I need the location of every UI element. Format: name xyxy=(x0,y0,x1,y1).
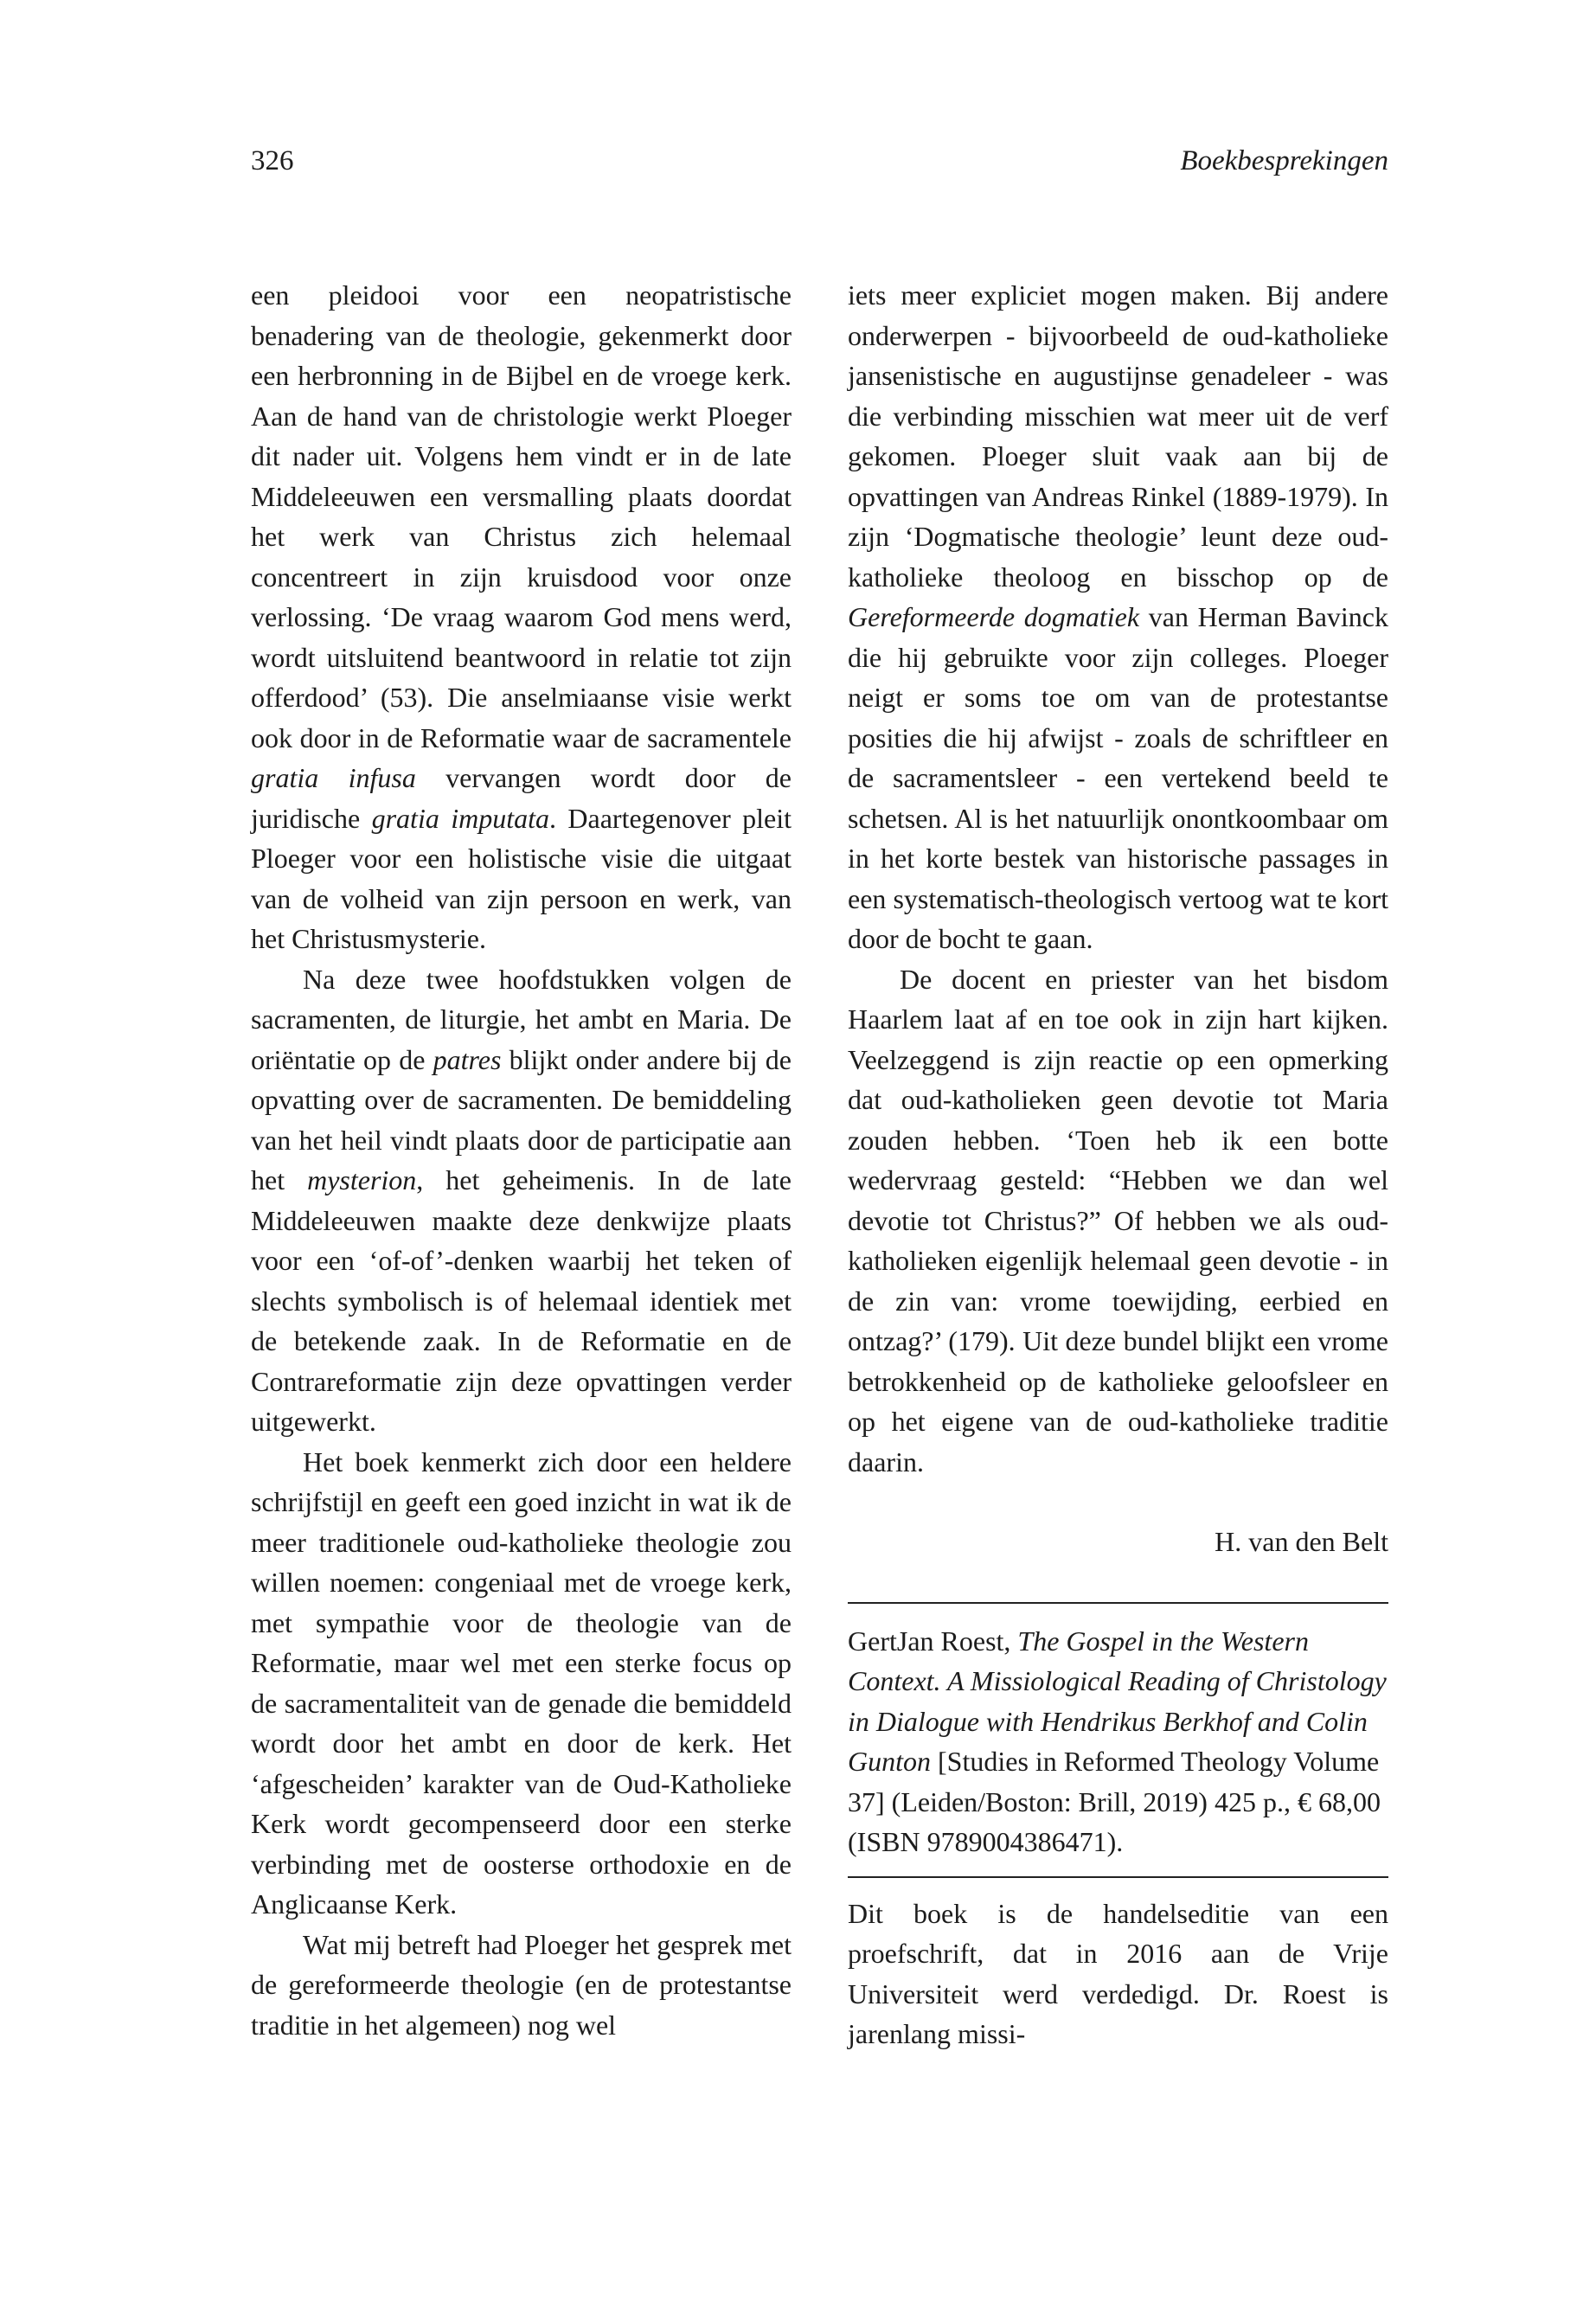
paragraph xyxy=(848,959,1388,1483)
text-run: Wat mij betreft had Ploeger het gesprek met de gereformeerde theologie (en de protestantse traditie in het algemeen) nog wel xyxy=(251,1928,792,2041)
text-run: blijkt onder andere bij de opvatting over de sacramenten. De bemiddeling van het heil vindt plaats door de participatie aan het xyxy=(251,1043,792,1195)
text-run: iets meer expliciet mogen maken. Bij andere onderwerpen - bijvoorbeeld de oud-katholieke jansenistische en augustijnse genadeleer - was die verbinding misschien wat meer uit de verf gekomen. Ploeger sluit vaak aan bij de opvattingen van Andreas Rinkel (1889-1979). In zijn ‘Dogmatische theologie’ leunt deze oud-katholieke theoloog en bisschop op de xyxy=(848,279,1388,593)
italic-text: gratia infusa xyxy=(251,762,416,793)
text-run: een pleidooi voor een neopatristische benadering van de theologie, gekenmerkt door een herbronning in de Bijbel en de vroege kerk. Aan de hand van de christologie werkt Ploeger dit nader uit. Volgens hem vindt er in de late Middeleeuwen een versmalling plaats doordat het werk van Christus zich helemaal concentreert in zijn kruisdood voor onze verlossing. ‘De vraag waarom God mens werd, wordt uitsluitend beantwoord in relatie tot zijn offerdood’ (53). Die anselmiaanse visie werkt ook door in de Reformatie waar de sacramentele xyxy=(251,279,792,753)
text-run: , het geheimenis. In de late Middeleeuwen maakte deze denkwijze plaats voor een ‘of-of’-denken waarbij het teken of slechts symbolisch is of helemaal identiek met de betekende zaak. In de Reformatie en de Contrareformatie zijn deze opvattingen verder uitgewerkt. xyxy=(251,1164,792,1437)
text-run: GertJan Roest, xyxy=(848,1625,1018,1657)
text-run: De docent en priester van het bisdom Haarlem laat af en toe ook in zijn hart kijken. Veelzeggend is zijn reactie op een opmerking dat oud-katholieken geen devotie tot Maria zouden hebben. ‘Toen heb ik een botte wedervraag gesteld: “Hebben we dan wel devotie tot Christus?” Of hebben we als oud-katholieken eigenlijk helemaal geen devotie - in de zin van: vrome toewijding, eerbied en ontzag?’ (179). Uit deze bundel blijkt een vrome betrokkenheid op de katholieke geloofsleer en op het eigene van de oud-katholieke traditie daarin. xyxy=(848,963,1388,1477)
divider-bottom xyxy=(848,1876,1388,1878)
italic-text: patres xyxy=(433,1043,502,1075)
page-number: 326 xyxy=(251,145,294,176)
italic-text: The Gospel in the Western Context. A Missiological Reading of Christology in Dialogue with Hendrikus Berkhof and Colin Gunton xyxy=(848,1625,1387,1777)
italic-text: mysterion xyxy=(307,1164,417,1195)
paragraph xyxy=(848,1894,1388,2054)
review-signature: H. van den Belt xyxy=(1215,1526,1388,1557)
text-run: . Daartegenover pleit Ploeger voor een holistische visie die uitgaat van de volheid van zijn persoon en werk, van het Christusmysterie. xyxy=(251,802,792,954)
book-entry xyxy=(848,1621,1388,1862)
italic-text: gratia imputata xyxy=(371,802,550,834)
text-run: vervangen wordt door de juridische xyxy=(251,762,792,834)
text-run: Dit boek is de handelseditie van een proefschrift, dat in 2016 aan de Vrije Universiteit werd verdedigd. Dr. Roest is jarenlang missi- xyxy=(848,1897,1388,2049)
text-run: Na deze twee hoofdstukken volgen de sacramenten, de liturgie, het ambt en Maria. De oriëntatie op de xyxy=(251,963,792,1075)
text-run: van Herman Bavinck die hij gebruikte voor zijn colleges. Ploeger neigt er soms toe om van de protestantse posities die hij afwijst - zoals de schriftleer en de sacramentsleer - een vertekend beeld te schetsen. Al is het natuurlijk onontkoombaar om in het korte bestek van historische passages in een systematisch-theologisch vertoog wat te kort door de bocht te gaan. xyxy=(848,601,1388,954)
paragraph xyxy=(251,1442,792,1925)
paragraph xyxy=(848,275,1388,959)
paragraph xyxy=(251,959,792,1442)
right-column xyxy=(848,275,1388,2054)
left-column xyxy=(251,275,792,2045)
text-run: [Studies in Reformed Theology Volume 37] (Leiden/Boston: Brill, 2019) 425 p., € 68,00 (ISBN 9789004386471). xyxy=(848,1746,1381,1857)
text-run: Het boek kenmerkt zich door een heldere schrijfstijl en geeft een goed inzicht in wat ik de meer traditionele oud-katholieke theologie zou willen noemen: congeniaal met de vroege kerk, met sympathie voor de theologie van de Reformatie, maar wel met een sterke focus op de sacramentaliteit van de genade die bemiddeld wordt door het ambt en door de kerk. Het ‘afgescheiden’ karakter van de Oud-Katholieke Kerk wordt gecompenseerd door een sterke verbinding met de oosterse orthodoxie en de Anglicaanse Kerk. xyxy=(251,1445,792,1920)
divider-top xyxy=(848,1602,1388,1604)
paragraph xyxy=(251,1925,792,2046)
paragraph xyxy=(251,275,792,959)
italic-text: Gereformeerde dogmatiek xyxy=(848,601,1140,632)
running-head: Boekbesprekingen xyxy=(1180,145,1388,176)
page-header xyxy=(251,145,1388,189)
